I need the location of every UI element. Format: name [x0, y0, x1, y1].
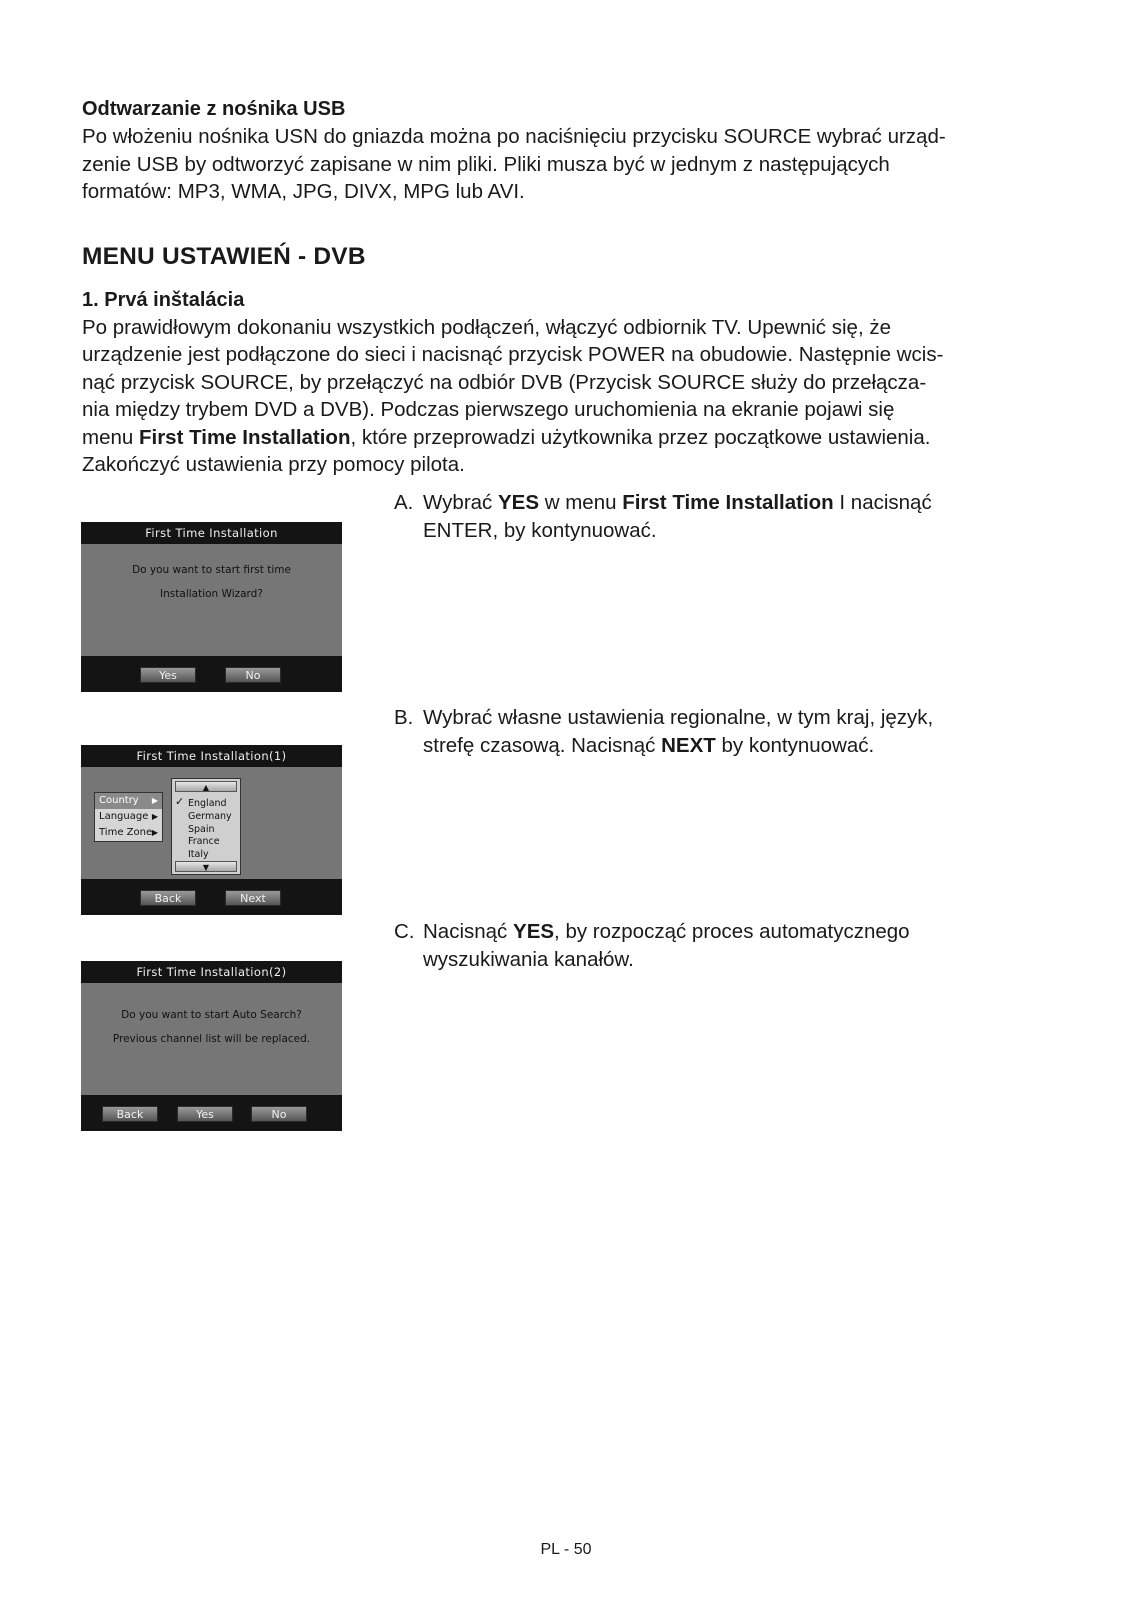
- option-england[interactable]: England: [188, 798, 227, 809]
- step-b-letter: B.: [394, 706, 414, 729]
- screen-2-button-bar: [81, 879, 342, 915]
- screen-1-title: First Time Installation: [81, 522, 342, 544]
- step-a-text-2: w menu: [539, 491, 623, 514]
- install-line-2: urządzenie jest podłączone do sieci i nacisnąć przycisk POWER na obudowie. Następnie wcis-: [82, 343, 944, 366]
- install-line-5: [82, 424, 1052, 452]
- step-a-line-2: ENTER, by kontynuować.: [423, 518, 657, 542]
- no-button[interactable]: No: [225, 667, 281, 683]
- screenshot-first-time-installation-1: [81, 745, 342, 915]
- screenshot-first-time-installation: [81, 522, 342, 692]
- page-content: [82, 96, 1052, 479]
- install-heading: 1. Prvá inštalácia: [82, 288, 245, 311]
- chevron-right-icon: ▶: [151, 828, 158, 837]
- step-c-text-2: , by rozpocząć proces automatycznego: [554, 920, 910, 943]
- usb-line-2: zenie USB by odtworzyć zapisane w nim pliki. Pliki musza być w jednym z następujących: [82, 152, 890, 176]
- screen-1-message-2: Installation Wizard?: [160, 588, 263, 600]
- back-button[interactable]: Back: [140, 890, 196, 906]
- menu-item-country-label: Country: [99, 795, 139, 806]
- check-icon: ✓: [175, 795, 185, 808]
- step-c-text-1: Nacisnąć: [423, 920, 514, 943]
- screen-1-button-bar: [81, 656, 342, 692]
- screen-3-message-2: Previous channel list will be replaced.: [112, 1033, 311, 1045]
- install-line-1: Po prawidłowym dokonaniu wszystkich podłączeń, włączyć odbiornik TV. Upewnić się, że: [82, 315, 891, 339]
- option-italy[interactable]: Italy: [188, 849, 209, 861]
- menu-item-language[interactable]: [95, 809, 162, 825]
- install-line-5-bold: First Time Installation: [138, 425, 351, 449]
- yes-button[interactable]: Yes: [177, 1106, 233, 1122]
- step-c-line-1: [423, 918, 1034, 946]
- step-b-line-1: Wybrać własne ustawienia regionalne, w tym kraj, język,: [423, 706, 934, 729]
- chevron-right-icon: ▶: [151, 812, 158, 821]
- screen-3-title: First Time Installation(2): [81, 961, 342, 983]
- step-a-bold-2: First Time Installation: [622, 491, 834, 514]
- country-list: [171, 778, 241, 875]
- menu-item-country[interactable]: [95, 793, 162, 809]
- menu-heading: MENU USTAWIEŃ - DVB: [82, 242, 366, 270]
- option-france[interactable]: France: [188, 836, 220, 848]
- step-a: [394, 489, 1034, 544]
- menu-item-time-zone[interactable]: [95, 825, 162, 841]
- step-a-text-3: I nacisnąć: [833, 491, 932, 514]
- usb-heading: Odtwarzanie z nośnika USB: [82, 98, 346, 120]
- install-line-5-post: , które przeprowadzi użytkownika przez początkowe ustawienia.: [350, 425, 931, 449]
- screen-3-message-1: Do you want to start Auto Search?: [121, 1009, 302, 1021]
- yes-button[interactable]: Yes: [140, 667, 196, 683]
- scroll-down-icon[interactable]: ▼: [175, 861, 237, 872]
- page-number: PL - 50: [540, 1541, 592, 1558]
- option-germany[interactable]: Germany: [188, 810, 232, 822]
- step-b: [394, 704, 1034, 759]
- option-spain[interactable]: Spain: [188, 823, 215, 835]
- usb-line-3: formatów: MP3, WMA, JPG, DIVX, MPG lub AVI.: [82, 180, 525, 203]
- install-line-3: nąć przycisk SOURCE, by przełączyć na odbiór DVB (Przycisk SOURCE służy do przełącza-: [82, 370, 927, 394]
- step-c-bold-1: YES: [513, 920, 555, 943]
- install-line-6: Zakończyć ustawienia przy pomocy pilota.: [82, 453, 465, 476]
- step-c-line-2: wyszukiwania kanałów.: [423, 947, 634, 971]
- next-button[interactable]: Next: [225, 890, 281, 906]
- step-a-letter: A.: [394, 491, 414, 514]
- no-button[interactable]: No: [251, 1106, 307, 1122]
- chevron-right-icon: ▶: [151, 796, 158, 805]
- usb-line-1: Po włożeniu nośnika USN do gniazda można po naciśnięciu przycisku SOURCE wybrać urząd-: [82, 125, 946, 148]
- step-a-bold-1: YES: [498, 491, 540, 514]
- step-b-line-2: [423, 732, 1034, 760]
- back-button[interactable]: Back: [102, 1106, 158, 1122]
- step-b-text-1: strefę czasową. Nacisnąć: [423, 733, 662, 757]
- screen-3-button-bar: [81, 1095, 342, 1131]
- step-b-text-2: by kontynuować.: [715, 733, 875, 757]
- screen-1-message-1: Do you want to start first time: [132, 564, 291, 576]
- step-a-text-1: Wybrać: [423, 491, 498, 514]
- scroll-up-icon[interactable]: ▲: [175, 781, 237, 792]
- country-options: [188, 798, 232, 862]
- step-c: [394, 918, 1034, 973]
- screen-2-title: First Time Installation(1): [81, 745, 342, 767]
- settings-menu: [94, 792, 163, 842]
- step-b-bold-1: NEXT: [661, 733, 716, 757]
- install-line-4: nia między trybem DVD a DVB). Podczas pierwszego uruchomienia na ekranie pojawi się: [82, 398, 895, 421]
- install-line-5-pre: menu: [82, 425, 139, 449]
- screenshot-first-time-installation-2: [81, 961, 342, 1131]
- menu-item-time-zone-label: Time Zone: [99, 827, 153, 838]
- menu-item-language-label: Language: [99, 811, 149, 822]
- step-c-letter: C.: [394, 920, 415, 943]
- step-a-line-1: [423, 489, 1034, 517]
